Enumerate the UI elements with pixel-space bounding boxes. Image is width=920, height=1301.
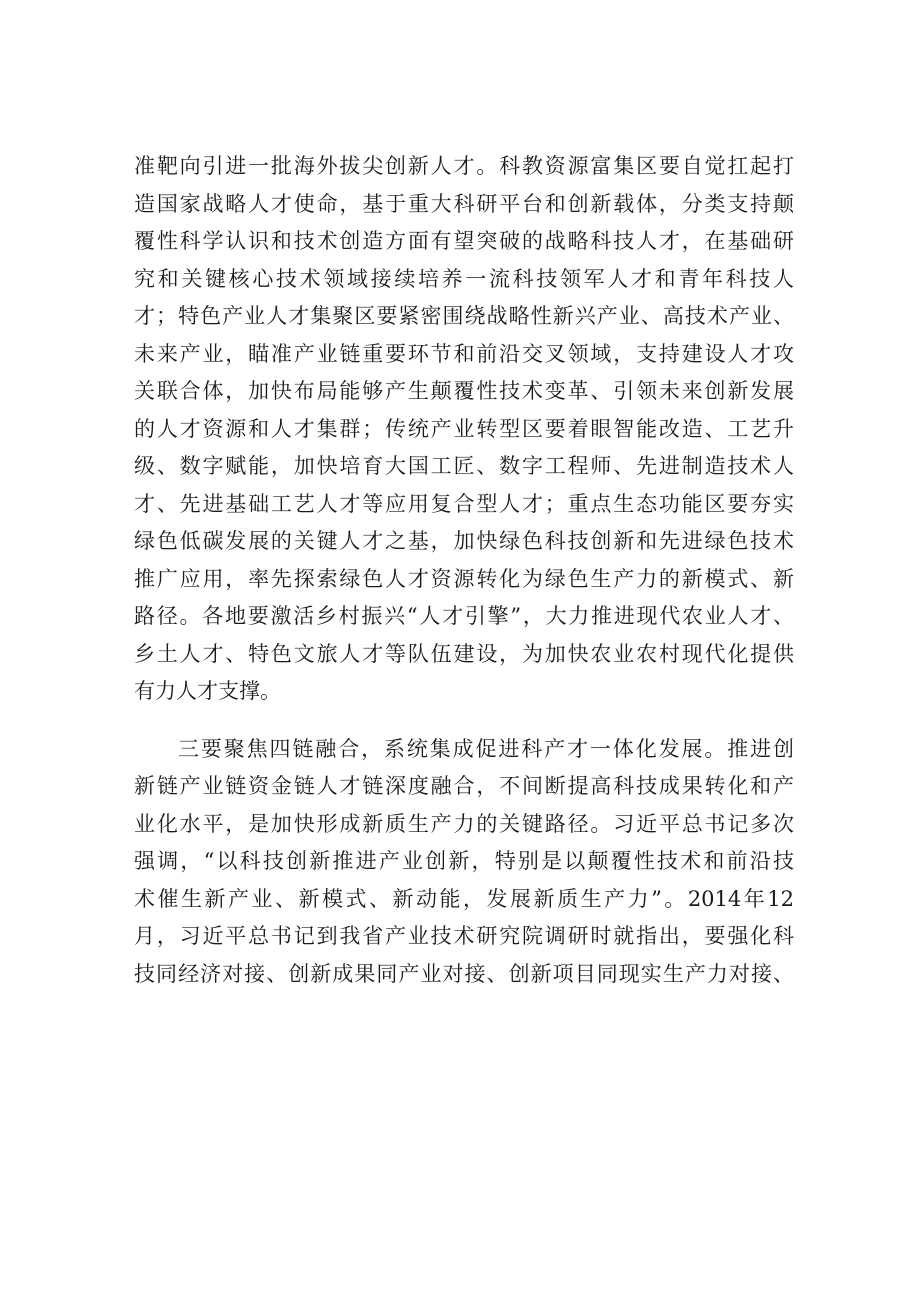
paragraph-1 <box>134 148 794 711</box>
text-line: 未来产业，瞄准产业链重要环节和前沿交叉领域，支持建设人才攻 <box>134 341 794 366</box>
text-line: 绿色低碳发展的关键人才之基，加快绿色科技创新和先进绿色技术 <box>134 529 794 553</box>
text-line: 关联合体，加快布局能够产生颠覆性技术变革、引领未来创新发展 <box>134 379 794 403</box>
text-line: 技同经济对接、创新成果同产业对接、创新项目同现实生产力对接、 <box>134 961 794 986</box>
text-line: 新链产业链资金链人才链深度融合，不间断提高科技成果转化和产 <box>134 774 794 798</box>
text-line: 覆性科学认识和技术创造方面有望突破的战略科技人才，在基础研 <box>134 229 794 253</box>
text-line: 业化水平，是加快形成新质生产力的关键路径。习近平总书记多次 <box>134 811 794 836</box>
text-line: 月，习近平总书记到我省产业技术研究院调研时就指出，要强化科 <box>134 924 794 948</box>
text-line: 术催生新产业、新模式、新动能，发展新质生产力”。2014年12 <box>134 886 794 911</box>
text-line: 造国家战略人才使命，基于重大科研平台和创新载体，分类支持颠 <box>134 191 794 216</box>
text-line: 路径。各地要激活乡村振兴“人才引擎”，大力推进现代农业人才、 <box>134 604 794 628</box>
text-line: 准靶向引进一批海外拔尖创新人才。科教资源富集区要自觉扛起打 <box>134 154 794 178</box>
paragraph-2 <box>134 731 794 994</box>
text-line: 三要聚焦四链融合，系统集成促进科产才一体化发展。推进创 <box>178 736 794 761</box>
text-line: 才、先进基础工艺人才等应用复合型人才；重点生态功能区要夯实 <box>134 491 794 516</box>
text-line: 才；特色产业人才集聚区要紧密围绕战略性新兴产业、高技术产业、 <box>134 304 794 328</box>
text-line: 级、数字赋能，加快培育大国工匠、数字工程师、先进制造技术人 <box>134 454 794 478</box>
text-line: 的人才资源和人才集群；传统产业转型区要着眼智能改造、工艺升 <box>134 416 794 441</box>
text-line: 究和关键核心技术领域接续培养一流科技领军人才和青年科技人 <box>134 266 794 291</box>
text-line: 乡土人才、特色文旅人才等队伍建设，为加快农业农村现代化提供 <box>134 641 794 666</box>
text-line: 推广应用，率先探索绿色人才资源转化为绿色生产力的新模式、新 <box>134 566 794 591</box>
paragraph-spacer <box>134 711 794 731</box>
document-body <box>134 148 794 993</box>
text-line: 强调，“以科技创新推进产业创新，特别是以颠覆性技术和前沿技 <box>134 849 794 873</box>
text-line: 有力人才支撑。 <box>134 679 281 703</box>
